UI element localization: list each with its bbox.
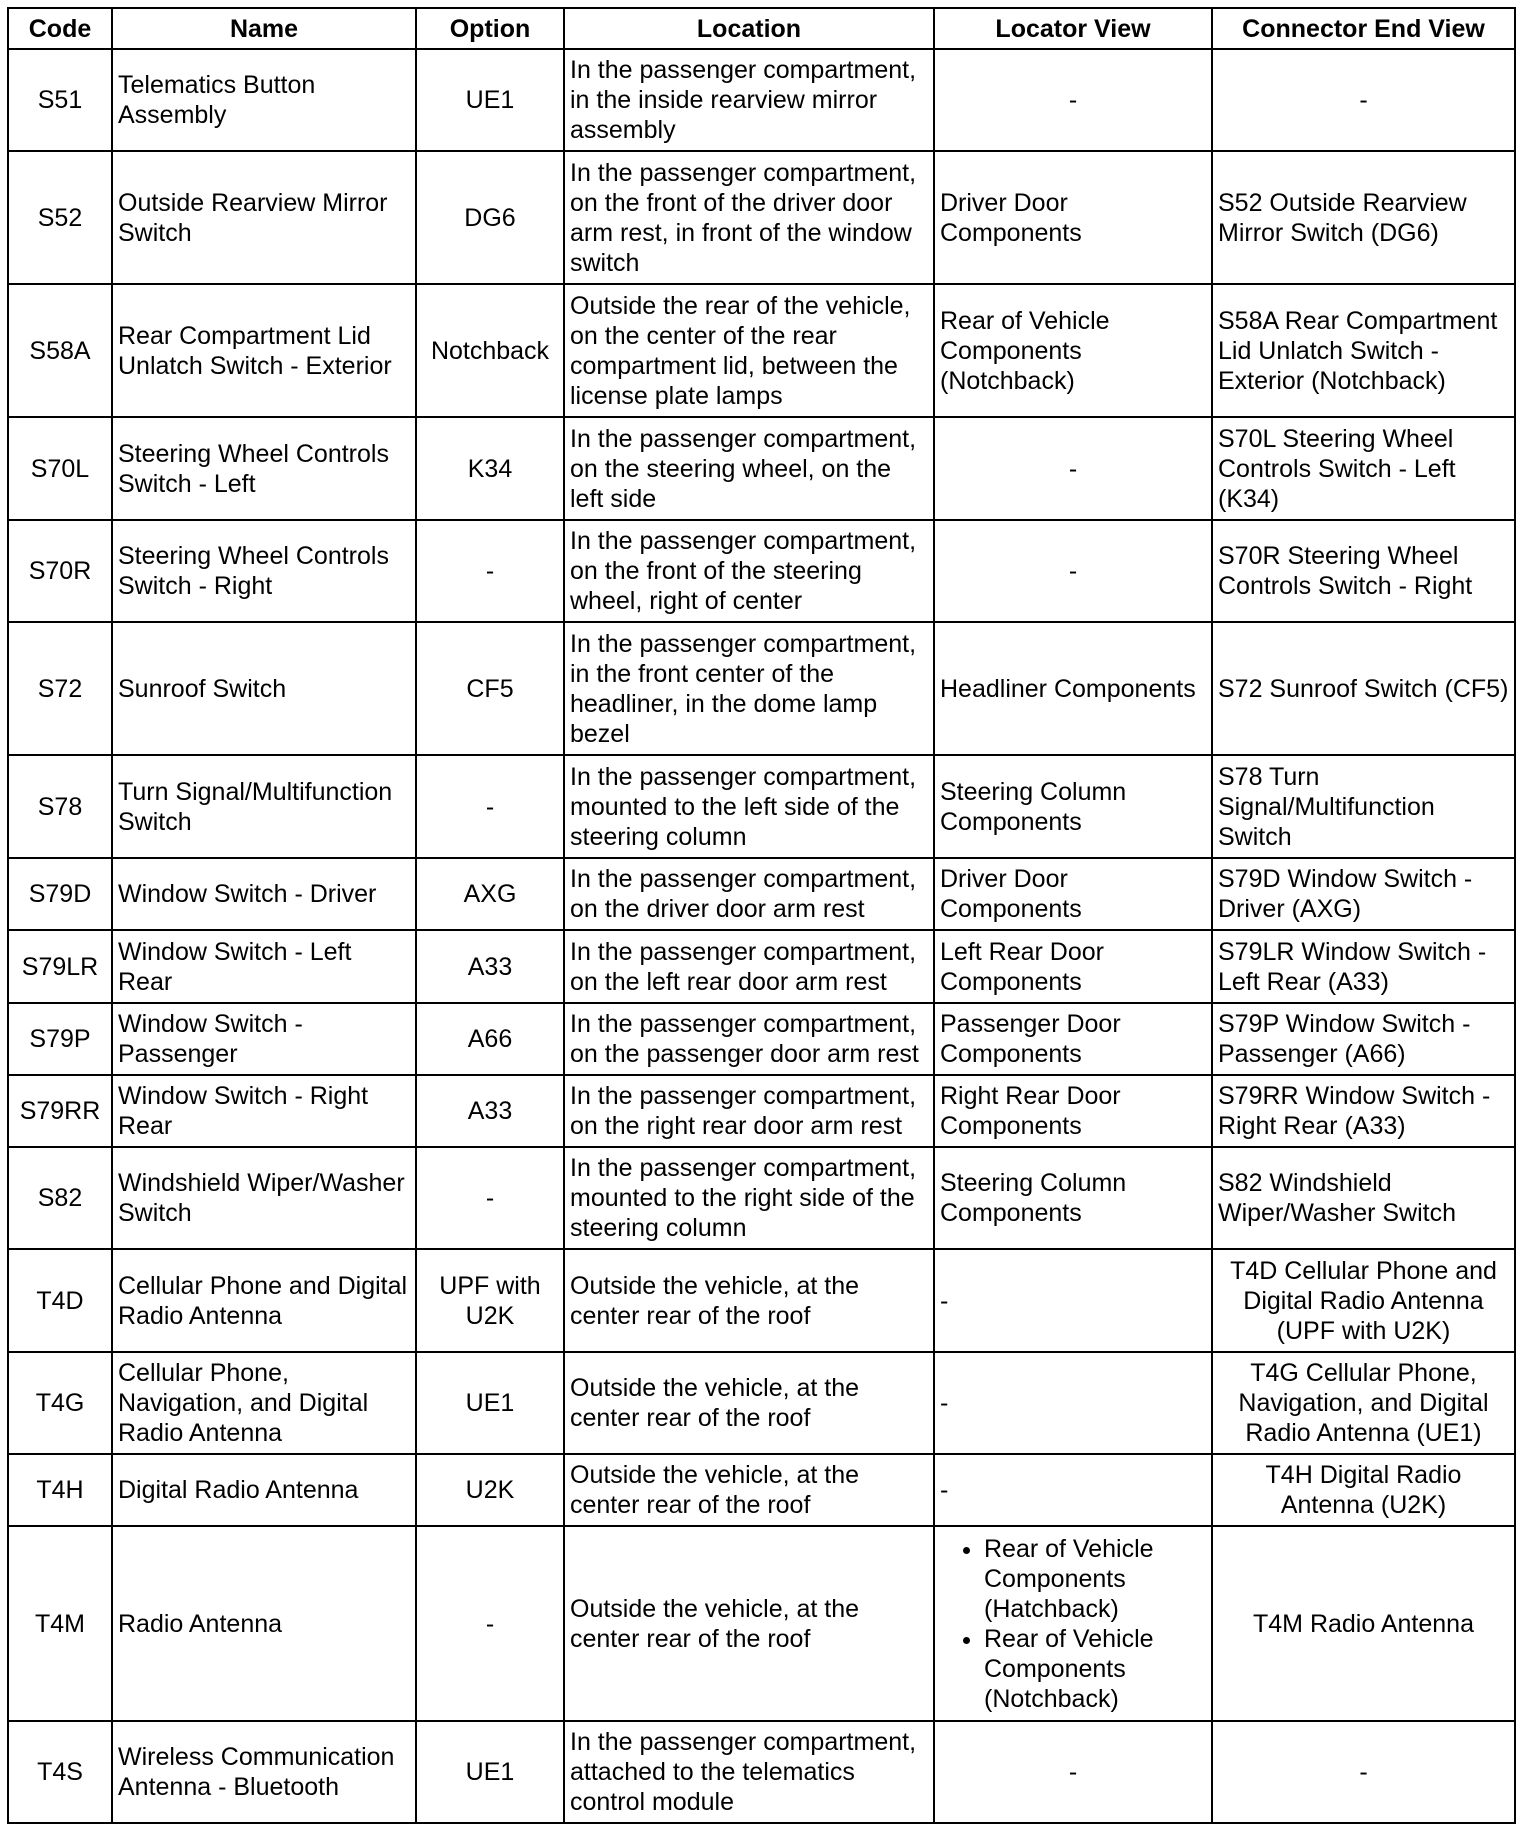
cell-locator-view: - — [934, 1454, 1212, 1526]
cell-name: Cellular Phone and Digital Radio Antenna — [112, 1249, 416, 1352]
cell-code: T4D — [8, 1249, 112, 1352]
cell-locator-view: Headliner Components — [934, 622, 1212, 755]
cell-location: Outside the rear of the vehicle, on the center of the rear compartment lid, between the license plate lamps — [564, 284, 934, 417]
cell-code: S79D — [8, 858, 112, 930]
cell-connector-end-view: T4H Digital Radio Antenna (U2K) — [1212, 1454, 1515, 1526]
cell-locator-view: - — [934, 1721, 1212, 1823]
cell-option: CF5 — [416, 622, 564, 755]
cell-location: In the passenger compartment, on the driver door arm rest — [564, 858, 934, 930]
cell-option: UPF with U2K — [416, 1249, 564, 1352]
cell-option: DG6 — [416, 151, 564, 284]
cell-code: T4G — [8, 1352, 112, 1454]
cell-locator-view: Right Rear Door Components — [934, 1075, 1212, 1147]
cell-connector-end-view: S79P Window Switch - Passenger (A66) — [1212, 1003, 1515, 1075]
header-locator-view: Locator View — [934, 8, 1212, 49]
cell-locator-view: Driver Door Components — [934, 858, 1212, 930]
cell-location: Outside the vehicle, at the center rear of the roof — [564, 1352, 934, 1454]
cell-code: S82 — [8, 1147, 112, 1249]
cell-option: A33 — [416, 930, 564, 1003]
table-row — [8, 49, 1515, 151]
cell-option: - — [416, 1147, 564, 1249]
cell-name: Cellular Phone, Navigation, and Digital Radio Antenna — [112, 1352, 416, 1454]
cell-location: Outside the vehicle, at the center rear of the roof — [564, 1454, 934, 1526]
cell-connector-end-view: S79D Window Switch - Driver (AXG) — [1212, 858, 1515, 930]
cell-location: In the passenger compartment, on the passenger door arm rest — [564, 1003, 934, 1075]
cell-code: T4M — [8, 1526, 112, 1721]
table-row — [8, 1003, 1515, 1075]
header-code: Code — [8, 8, 112, 49]
cell-name: Steering Wheel Controls Switch - Right — [112, 520, 416, 622]
cell-option: UE1 — [416, 1352, 564, 1454]
cell-locator-view: Steering Column Components — [934, 1147, 1212, 1249]
cell-connector-end-view: S70L Steering Wheel Controls Switch - Left (K34) — [1212, 417, 1515, 520]
cell-name: Telematics Button Assembly — [112, 49, 416, 151]
table-row — [8, 1249, 1515, 1352]
cell-code: S72 — [8, 622, 112, 755]
cell-name: Windshield Wiper/Washer Switch — [112, 1147, 416, 1249]
cell-connector-end-view: S82 Windshield Wiper/Washer Switch — [1212, 1147, 1515, 1249]
cell-option: Notchback — [416, 284, 564, 417]
cell-connector-end-view: T4G Cellular Phone, Navigation, and Digital Radio Antenna (UE1) — [1212, 1352, 1515, 1454]
cell-location: In the passenger compartment, on the front of the steering wheel, right of center — [564, 520, 934, 622]
header-row — [8, 8, 1515, 49]
cell-location: In the passenger compartment, on the right rear door arm rest — [564, 1075, 934, 1147]
cell-locator-view: Steering Column Components — [934, 755, 1212, 858]
cell-location: In the passenger compartment, in the inside rearview mirror assembly — [564, 49, 934, 151]
table-row — [8, 1526, 1515, 1721]
header-connector-end-view: Connector End View — [1212, 8, 1515, 49]
cell-connector-end-view: S58A Rear Compartment Lid Unlatch Switch - Exterior (Notchback) — [1212, 284, 1515, 417]
cell-name: Window Switch - Right Rear — [112, 1075, 416, 1147]
table-row — [8, 622, 1515, 755]
cell-code: S58A — [8, 284, 112, 417]
cell-code: S70R — [8, 520, 112, 622]
cell-location: In the passenger compartment, mounted to the right side of the steering column — [564, 1147, 934, 1249]
cell-connector-end-view: T4M Radio Antenna — [1212, 1526, 1515, 1721]
cell-name: Steering Wheel Controls Switch - Left — [112, 417, 416, 520]
table-row — [8, 1721, 1515, 1823]
table-row — [8, 417, 1515, 520]
cell-location: In the passenger compartment, attached to the telematics control module — [564, 1721, 934, 1823]
cell-location: Outside the vehicle, at the center rear of the roof — [564, 1249, 934, 1352]
cell-option: A66 — [416, 1003, 564, 1075]
header-location: Location — [564, 8, 934, 49]
table-row — [8, 151, 1515, 284]
cell-option: - — [416, 1526, 564, 1721]
cell-locator-view: Driver Door Components — [934, 151, 1212, 284]
cell-location: In the passenger compartment, mounted to the left side of the steering column — [564, 755, 934, 858]
cell-connector-end-view: S78 Turn Signal/Multifunction Switch — [1212, 755, 1515, 858]
header-name: Name — [112, 8, 416, 49]
table-row — [8, 520, 1515, 622]
cell-option: - — [416, 520, 564, 622]
cell-location: In the passenger compartment, in the front center of the headliner, in the dome lamp bezel — [564, 622, 934, 755]
cell-locator-view: - — [934, 49, 1212, 151]
table-row — [8, 858, 1515, 930]
list-item: • Rear of Vehicle Components (Hatchback) — [984, 1534, 1206, 1624]
cell-connector-end-view: - — [1212, 1721, 1515, 1823]
cell-option: A33 — [416, 1075, 564, 1147]
table-row — [8, 1147, 1515, 1249]
cell-name: Turn Signal/Multifunction Switch — [112, 755, 416, 858]
cell-connector-end-view: S79RR Window Switch - Right Rear (A33) — [1212, 1075, 1515, 1147]
cell-locator-view: - — [934, 417, 1212, 520]
cell-location: Outside the vehicle, at the center rear of the roof — [564, 1526, 934, 1721]
table-row — [8, 1352, 1515, 1454]
cell-name: Window Switch - Driver — [112, 858, 416, 930]
table-row — [8, 1075, 1515, 1147]
table-row — [8, 1454, 1515, 1526]
cell-connector-end-view: - — [1212, 49, 1515, 151]
cell-code: S79LR — [8, 930, 112, 1003]
cell-locator-view — [934, 1526, 1212, 1721]
cell-code: S79P — [8, 1003, 112, 1075]
cell-locator-view: Left Rear Door Components — [934, 930, 1212, 1003]
cell-name: Radio Antenna — [112, 1526, 416, 1721]
cell-locator-view: Rear of Vehicle Components (Notchback) — [934, 284, 1212, 417]
table-row — [8, 930, 1515, 1003]
cell-connector-end-view: S52 Outside Rearview Mirror Switch (DG6) — [1212, 151, 1515, 284]
cell-name: Sunroof Switch — [112, 622, 416, 755]
table-row — [8, 284, 1515, 417]
cell-locator-view: Passenger Door Components — [934, 1003, 1212, 1075]
component-locator-table — [7, 7, 1516, 1824]
cell-location: In the passenger compartment, on the left rear door arm rest — [564, 930, 934, 1003]
cell-name: Outside Rearview Mirror Switch — [112, 151, 416, 284]
cell-option: UE1 — [416, 49, 564, 151]
cell-option: U2K — [416, 1454, 564, 1526]
cell-option: AXG — [416, 858, 564, 930]
cell-code: T4S — [8, 1721, 112, 1823]
cell-code: S78 — [8, 755, 112, 858]
cell-locator-view: - — [934, 1249, 1212, 1352]
list-item: • Rear of Vehicle Components (Notchback) — [984, 1624, 1206, 1714]
cell-location: In the passenger compartment, on the front of the driver door arm rest, in front of the window switch — [564, 151, 934, 284]
cell-name: Rear Compartment Lid Unlatch Switch - Exterior — [112, 284, 416, 417]
cell-option: UE1 — [416, 1721, 564, 1823]
cell-name: Window Switch - Left Rear — [112, 930, 416, 1003]
cell-connector-end-view: T4D Cellular Phone and Digital Radio Antenna (UPF with U2K) — [1212, 1249, 1515, 1352]
cell-connector-end-view: S79LR Window Switch - Left Rear (A33) — [1212, 930, 1515, 1003]
header-option: Option — [416, 8, 564, 49]
cell-name: Digital Radio Antenna — [112, 1454, 416, 1526]
cell-locator-view: - — [934, 1352, 1212, 1454]
cell-option: - — [416, 755, 564, 858]
cell-connector-end-view: S70R Steering Wheel Controls Switch - Right — [1212, 520, 1515, 622]
cell-name: Window Switch - Passenger — [112, 1003, 416, 1075]
cell-locator-view: - — [934, 520, 1212, 622]
table-row — [8, 755, 1515, 858]
locator-view-list — [940, 1534, 1206, 1714]
cell-code: T4H — [8, 1454, 112, 1526]
cell-option: K34 — [416, 417, 564, 520]
cell-name: Wireless Communication Antenna - Bluetooth — [112, 1721, 416, 1823]
cell-code: S70L — [8, 417, 112, 520]
cell-connector-end-view: S72 Sunroof Switch (CF5) — [1212, 622, 1515, 755]
cell-location: In the passenger compartment, on the steering wheel, on the left side — [564, 417, 934, 520]
cell-code: S51 — [8, 49, 112, 151]
cell-code: S79RR — [8, 1075, 112, 1147]
cell-code: S52 — [8, 151, 112, 284]
